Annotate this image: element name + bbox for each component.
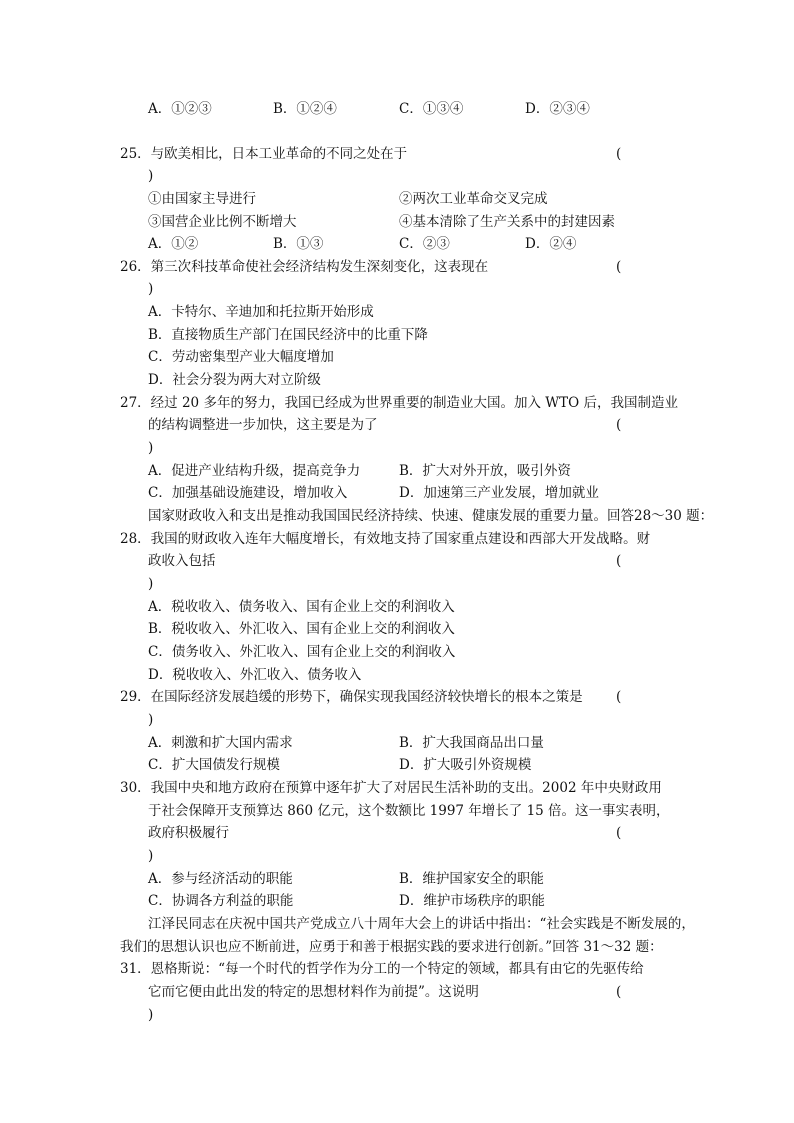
q29-option-d: D．扩大吸引外资规模 [399,757,532,773]
q27-paren-open: ( [616,417,622,433]
q25-statement-4: ④基本清除了生产关系中的封建因素 [399,214,615,230]
q30-option-b: B．维护国家安全的职能 [399,871,544,887]
intro-28-30: 国家财政收入和支出是推动我国国民经济持续、快速、健康发展的重要力量。回答28～30 题： [148,508,714,524]
q30-option-d: D．维护市场秩序的职能 [399,893,545,909]
q25-statement-3: ③国营企业比例不断增大 [148,214,297,230]
q26-option-b: B．直接物质生产部门在国民经济中的比重下降 [148,327,428,343]
q27-option-a: A．促进产业结构升级，提高竞争力 [148,463,361,479]
q30-stem-line1: 30．我国中央和地方政府在预算中逐年扩大了对居民生活补助的支出。2002 年中央财政用 [120,780,662,796]
q31-paren-open: ( [616,984,622,1000]
q25-stem: 25．与欧美相比，日本工业革命的不同之处在于 [120,146,408,162]
q26-option-a: A．卡特尔、辛迪加和托拉斯开始形成 [148,304,374,320]
q27-option-c: C．加强基础设施建设，增加收入 [148,485,348,501]
q24-option-b: B．①②④ [273,101,337,117]
q27-option-d: D．加速第三产业发展，增加就业 [399,485,599,501]
q30-stem-line2: 于社会保障开支预算达 860 亿元，这个数额比 1997 年增长了 15 倍。这一事实表明， [148,803,670,819]
q31-stem-line1: 31．恩格斯说：“每一个时代的哲学作为分工的一个特定的领域，都具有由它的先驱传给 [120,961,644,977]
q29-paren-open: ( [616,689,622,705]
q25-statement-1: ①由国家主导进行 [148,191,256,207]
q27-stem-line1: 27．经过 20 多年的努力，我国已经成为世界重要的制造业大国。加入 WTO 后，我国制造业 [120,395,678,411]
q30-stem-line3: 政府积极履行 [148,825,229,841]
q29-paren-close: ) [148,712,154,728]
q31-paren-close: ) [148,1007,154,1023]
q25-option-c: C．②③ [399,236,450,252]
q26-option-c: C．劳动密集型产业大幅度增加 [148,349,334,365]
q26-option-d: D．社会分裂为两大对立阶级 [148,372,321,388]
q28-stem-line2: 政收入包括 [148,553,216,569]
q26-stem: 26．第三次科技革命使社会经济结构发生深刻变化，这表现在 [120,259,489,275]
q29-option-a: A．刺激和扩大国内需求 [148,735,293,751]
intro-31-32-line2: 我们的思想认识也应不断前进，应勇于和善于根据实践的要求进行创新。”回答 31～32 题： [120,939,663,955]
q27-stem-line2: 的结构调整进一步加快，这主要是为了 [148,417,378,433]
q24-option-d: D．②③④ [525,101,590,117]
q27-option-b: B．扩大对外开放，吸引外资 [399,463,571,479]
q28-paren-open: ( [616,553,622,569]
q25-option-b: B．①③ [273,236,324,252]
q25-paren-close: ) [148,168,154,184]
q24-option-c: C．①③④ [399,101,464,117]
q30-option-a: A．参与经济活动的职能 [148,871,293,887]
q28-option-b: B．税收收入、外汇收入、国有企业上交的利润收入 [148,621,455,637]
q28-option-c: C．债务收入、外汇收入、国有企业上交的利润收入 [148,644,456,660]
q27-paren-close: ) [148,440,154,456]
q24-option-a: A．①②③ [148,101,212,117]
q26-paren-open: ( [616,259,622,275]
q29-option-b: B．扩大我国商品出口量 [399,735,544,751]
q30-paren-close: ) [148,848,154,864]
q30-option-c: C．协调各方利益的职能 [148,893,294,909]
q29-option-c: C．扩大国债发行规模 [148,757,280,773]
q25-statement-2: ②两次工业革命交叉完成 [399,191,548,207]
q25-option-d: D．②④ [525,236,577,252]
intro-31-32-line1: 江泽民同志在庆祝中国共产党成立八十周年大会上的讲话中指出：“社会实践是不断发展的， [148,916,695,932]
q28-option-d: D．税收收入、外汇收入、债务收入 [148,667,362,683]
q29-stem: 29．在国际经济发展趋缓的形势下，确保实现我国经济较快增长的根本之策是 [120,689,583,705]
q28-option-a: A．税收收入、债务收入、国有企业上交的利润收入 [148,599,455,615]
q25-paren-open: ( [616,146,622,162]
q31-stem-line2: 它而它便由此出发的特定的思想材料作为前提”。这说明 [148,984,479,1000]
q30-paren-open: ( [616,825,622,841]
q28-stem-line1: 28．我国的财政收入连年大幅度增长，有效地支持了国家重点建设和西部大开发战略。财 [120,531,651,547]
q25-option-a: A．①② [148,236,199,252]
q28-paren-close: ) [148,576,154,592]
q26-paren-close: ) [148,281,154,297]
